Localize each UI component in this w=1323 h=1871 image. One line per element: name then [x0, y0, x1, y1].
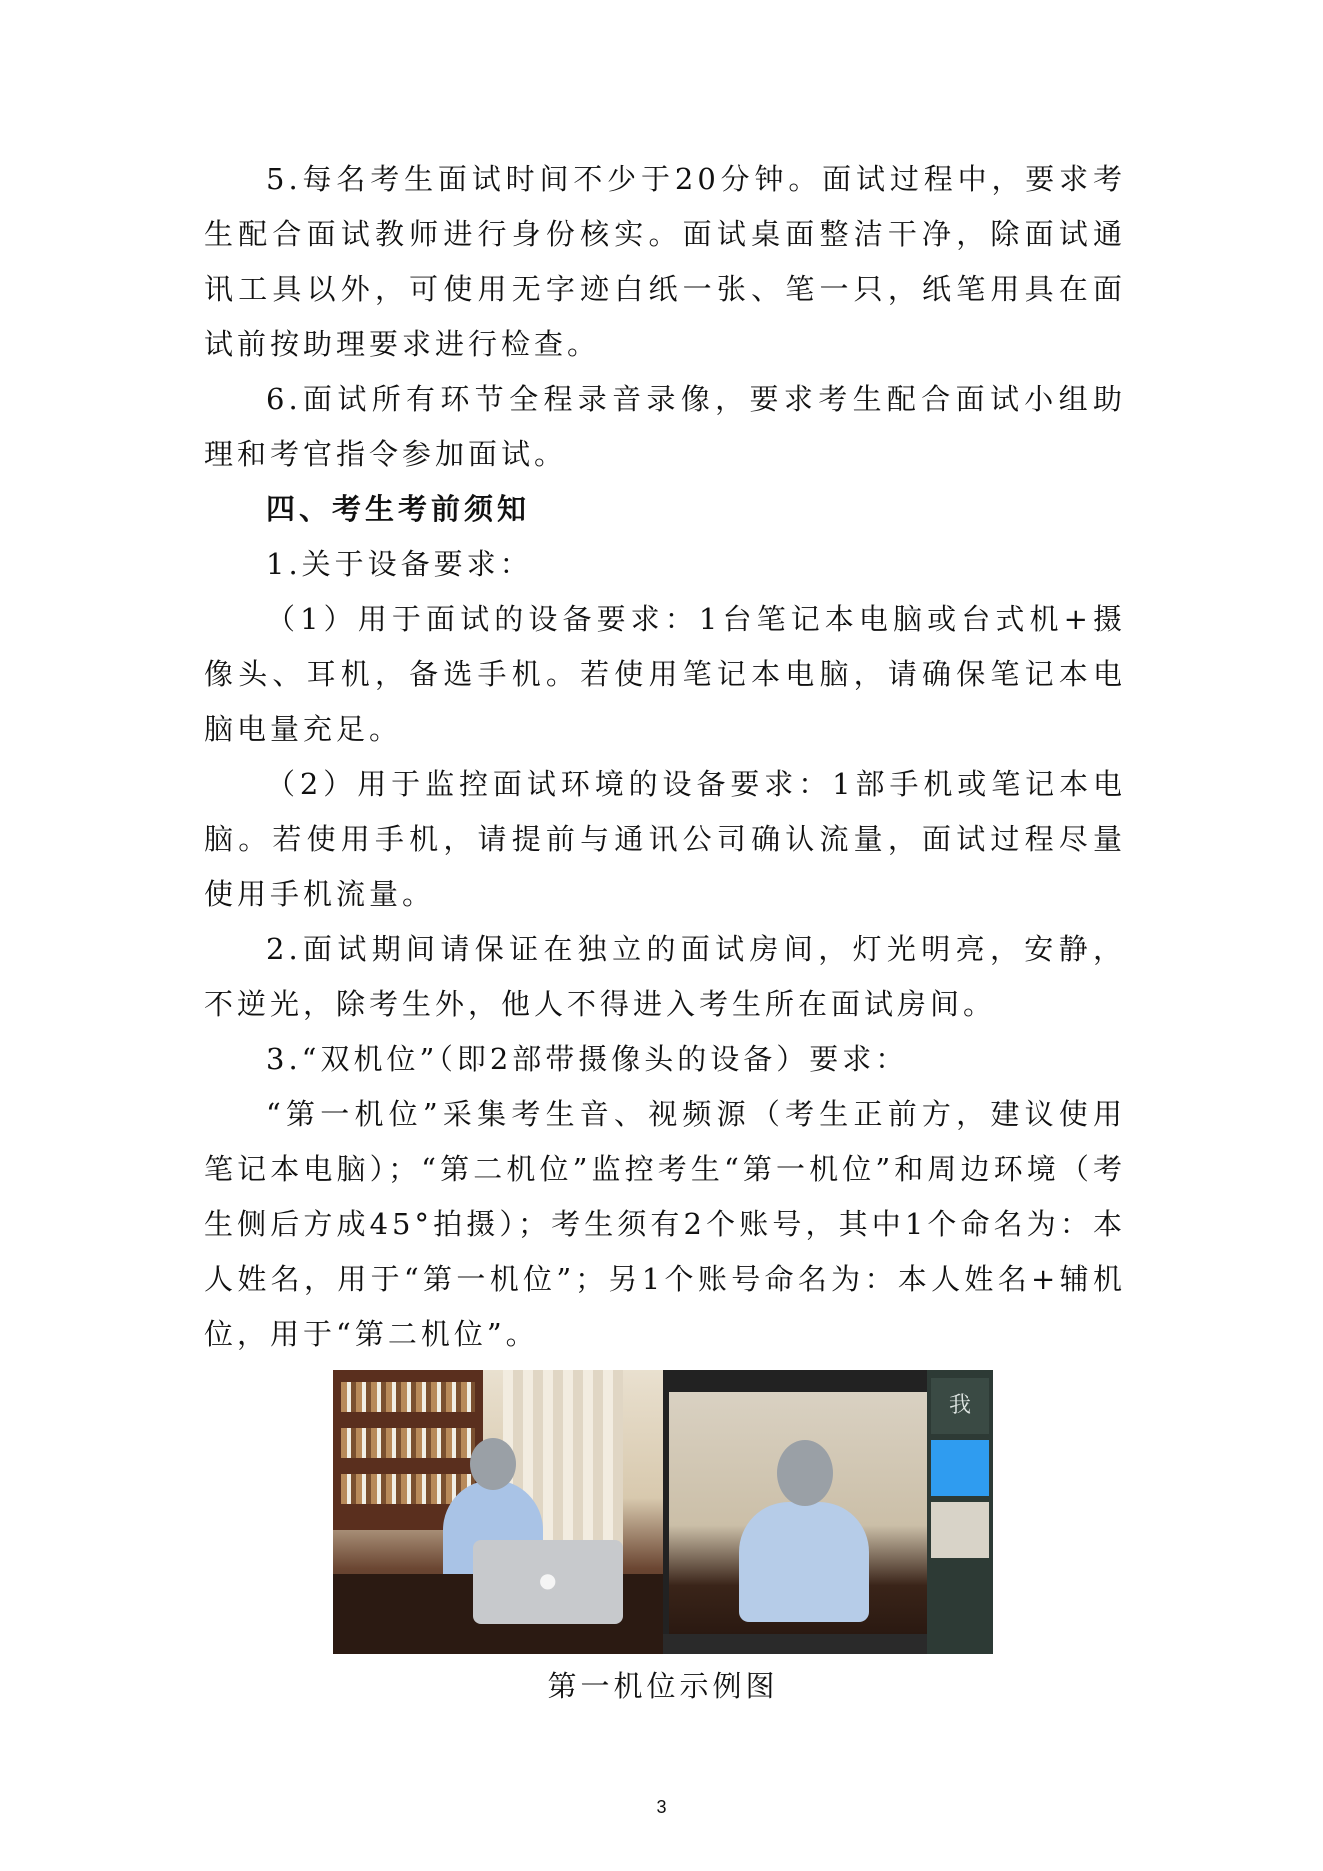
call-toolbar [663, 1634, 927, 1654]
page-number: 3 [656, 1797, 667, 1817]
body-text [204, 152, 1126, 1362]
paragraph-camera-positions: “第一机位”采集考生音、视频源（考生正前方，建议使用笔记本电脑）；“第二机位”监控考生“第一机位”和周边环境（考生侧后方成45°拍摄）；考生须有2个账号，其中1个命名为：本人姓名，用于“第一机位”；另1个账号命名为：本人姓名+辅机位，用于“第二机位”。 [204, 1097, 1126, 1351]
participant-panel [927, 1370, 993, 1654]
section-heading-4: 四、考生考前须知 [266, 492, 531, 526]
candidate-figure [739, 1502, 869, 1622]
participant-tile [931, 1440, 989, 1496]
room-photo [333, 1370, 663, 1654]
paragraph-dual-camera: 3.“双机位”（即2部带摄像头的设备）要求： [266, 1042, 909, 1076]
paragraph-item-6: 6.面试所有环节全程录音录像，要求考生配合面试小组助理和考官指令参加面试。 [204, 382, 1126, 471]
paragraph-room-requirements: 2.面试期间请保证在独立的面试房间，灯光明亮，安静，不逆光，除考生外，他人不得进入考生所在面试房间。 [204, 932, 1126, 1021]
self-tile: 我 [931, 1378, 989, 1434]
blurred-face [470, 1438, 516, 1490]
figure-caption: 第一机位示例图 [547, 1669, 779, 1703]
paragraph-item-5: 5.每名考生面试时间不少于20分钟。面试过程中，要求考生配合面试教师进行身份核实。面试桌面整洁干净，除面试通讯工具以外，可使用无字迹白纸一张、笔一只，纸笔用具在面试前按助理要求进行检查。 [204, 162, 1126, 361]
paragraph-device-requirements: 1.关于设备要求： [266, 547, 533, 581]
main-video-feed [669, 1392, 927, 1634]
video-call-screenshot [663, 1370, 993, 1654]
blurred-face [777, 1440, 833, 1506]
apple-logo-icon: ● [539, 1568, 557, 1592]
laptop [473, 1540, 623, 1624]
paragraph-interview-device: （1）用于面试的设备要求：1台笔记本电脑或台式机+摄像头、耳机，备选手机。若使用笔记本电脑，请确保笔记本电脑电量充足。 [204, 602, 1126, 746]
secondary-camera-tile [931, 1502, 989, 1558]
paragraph-monitor-device: （2）用于监控面试环境的设备要求：1部手机或笔记本电脑。若使用手机，请提前与通讯公司确认流量，面试过程尽量使用手机流量。 [204, 767, 1126, 911]
example-figure [333, 1370, 993, 1654]
